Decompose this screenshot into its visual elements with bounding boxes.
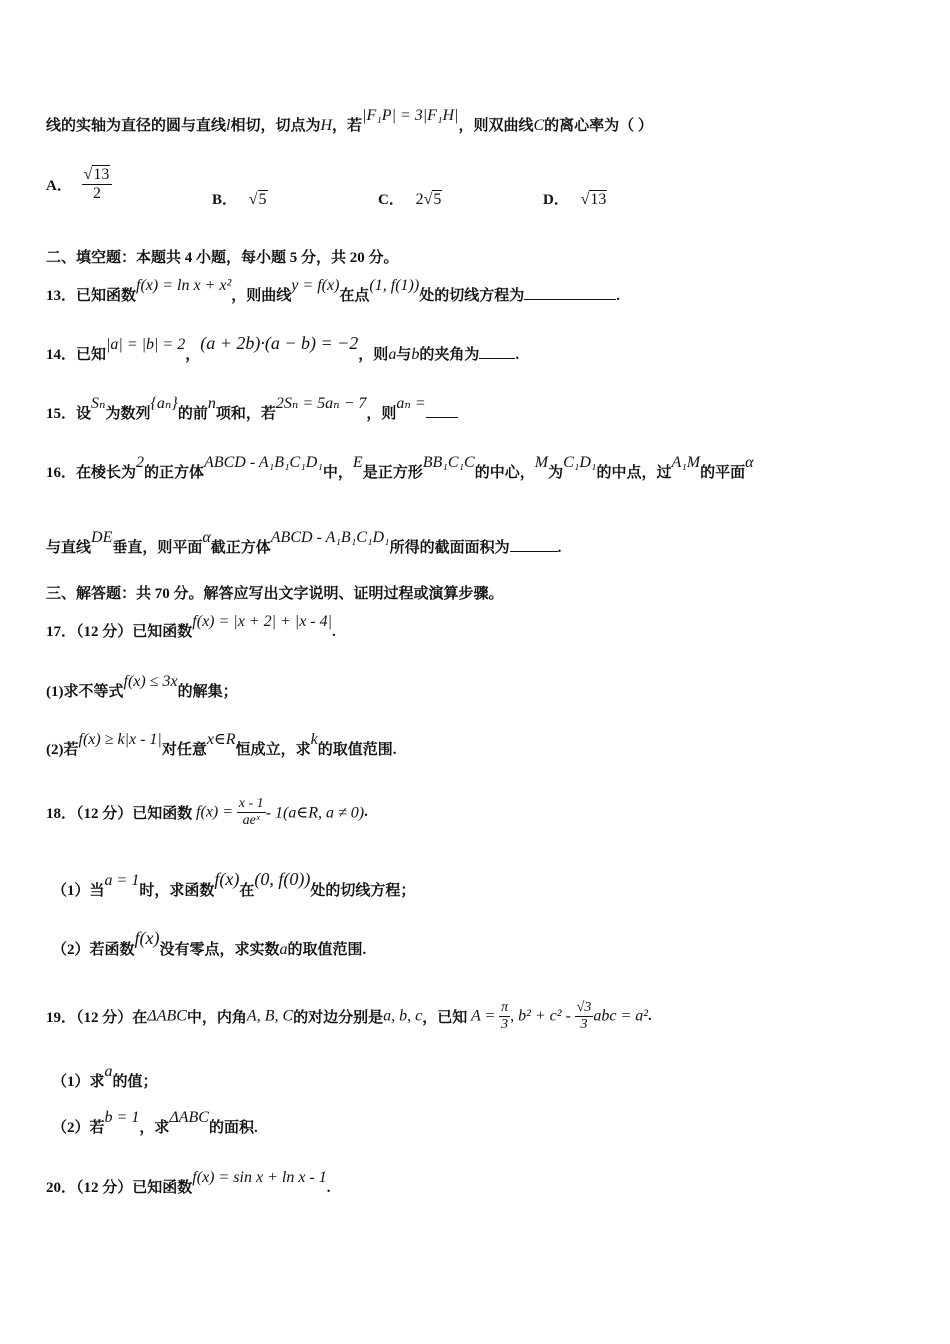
q19-p2-text-3: 的面积. xyxy=(208,1120,258,1136)
q16-edge: 2 xyxy=(136,454,145,471)
q13-point: (1, f(1)) xyxy=(369,277,420,294)
q17-end: . xyxy=(332,624,336,640)
q14-number: 14． xyxy=(46,347,77,363)
q16-cube: ABCD - A₁B₁C₁D₁ xyxy=(204,454,323,471)
q14-answer-blank[interactable] xyxy=(479,344,515,359)
question-19 xyxy=(46,1000,920,1033)
q17-part-2 xyxy=(46,731,920,759)
q16-m: M xyxy=(534,454,549,471)
intro-text-5: 的离心率为（ ） xyxy=(544,118,653,134)
q16-text-12: 所得的截面面积为 xyxy=(389,540,510,556)
q19-angle-a: A = xyxy=(471,1007,496,1025)
q17-function: f(x) = |x + 2| + |x - 4| xyxy=(192,613,333,630)
q16-square: BB₁C₁C xyxy=(422,454,475,471)
q17-points: （12 分） xyxy=(76,624,133,640)
intro-text: 线的实轴为直径的圆与直线 xyxy=(46,118,227,134)
q16-alpha-2: α xyxy=(202,529,211,546)
q15-text-3: 的前 xyxy=(177,406,208,422)
option-d-value: √13 xyxy=(580,191,607,208)
q18-p1-a: a = 1 xyxy=(104,872,140,889)
q18-p1-text-3: 在 xyxy=(239,883,255,899)
intro-text-2: 相切，切点为 xyxy=(230,118,321,134)
q18-p1-f: f(x) xyxy=(214,869,240,889)
q19-number: 19． xyxy=(46,1010,77,1026)
q16-text-3: 中， xyxy=(322,465,353,481)
q16-e: E xyxy=(352,454,363,471)
q16-number: 16． xyxy=(46,465,77,481)
q16-text-7: 的中点，过 xyxy=(596,465,672,481)
section-3-heading: 三、解答题：共 70 分。解答应写出文字说明、证明过程或演算步骤。 xyxy=(46,586,504,602)
q17-p2-k: k xyxy=(310,731,318,748)
q16-c1d1: C₁D₁ xyxy=(563,454,597,471)
q19-part-1 xyxy=(52,1063,920,1091)
q19-p1-text-2: 的值； xyxy=(112,1074,158,1090)
option-a-label: A． xyxy=(46,178,72,194)
q19-three-2: 3 xyxy=(580,1017,588,1032)
q19-pi: π xyxy=(501,1000,509,1015)
q17-p2-text-2: 对任意 xyxy=(161,742,207,758)
q19-triangle: ΔABC xyxy=(147,1007,187,1025)
q14-vector-a: a xyxy=(388,346,397,363)
section-2-heading: 二、填空题：本题共 4 小题，每小题 5 分，共 20 分。 xyxy=(46,250,399,266)
q18-p2-label: （2） xyxy=(52,942,90,958)
q15-n: n xyxy=(207,395,216,412)
q16-text-5: 的中心， xyxy=(474,465,535,481)
q18-function-lhs: f(x) = xyxy=(196,803,234,821)
q15-sum: Sₙ xyxy=(91,395,106,412)
question-15 xyxy=(46,395,920,423)
q19-points: （12 分） xyxy=(76,1010,133,1026)
q16-text-11: 截正方体 xyxy=(210,540,271,556)
option-d xyxy=(543,188,607,209)
q16-de: DE xyxy=(91,529,113,546)
q18-p1-label: （1） xyxy=(52,883,90,899)
q19-equation-mid: , b² + c² - xyxy=(510,1007,571,1025)
q20-text: 已知函数 xyxy=(132,1180,193,1196)
q19-text-2: 中，内角 xyxy=(186,1010,247,1026)
q17-p2-domain: x∈R xyxy=(206,731,236,748)
q19-p2-triangle: ΔABC xyxy=(169,1109,209,1126)
q19-p1-label: （1） xyxy=(52,1074,90,1090)
option-c-label: C． xyxy=(378,192,404,208)
q14-magnitudes: |a| = |b| = 2 xyxy=(106,336,186,353)
q16-end: . xyxy=(557,540,562,556)
q19-text-3: 的对边分别是 xyxy=(293,1010,384,1026)
q14-end: . xyxy=(515,347,520,363)
q17-p1-text-2: 的解集； xyxy=(177,684,238,700)
intro-text-3: ，若 xyxy=(332,118,363,134)
q15-answer-blank[interactable] xyxy=(426,403,458,418)
intro-formula: |F₁P| = 3|F₁H| xyxy=(362,107,459,124)
q17-number: 17． xyxy=(46,624,77,640)
q18-part-2 xyxy=(52,928,920,959)
q15-text-5: ，则 xyxy=(366,406,397,422)
q17-text: 已知函数 xyxy=(132,624,193,640)
q17-p2-text-3: 恒成立，求 xyxy=(235,742,311,758)
q19-part-2 xyxy=(52,1109,920,1137)
q14-vector-b: b xyxy=(411,346,420,363)
q13-curve: y = f(x) xyxy=(291,277,340,294)
q14-text: 已知 xyxy=(76,347,107,363)
option-d-label: D． xyxy=(543,192,569,208)
line-l: l xyxy=(226,117,231,134)
question-14 xyxy=(46,333,920,364)
q16-answer-blank[interactable] xyxy=(510,537,558,552)
q18-p1-text-2: 时，求函数 xyxy=(139,883,215,899)
question-17 xyxy=(46,613,920,641)
q15-text-4: 项和，若 xyxy=(215,406,276,422)
q16-text-8: 的平面 xyxy=(700,465,746,481)
option-b-value: √5 xyxy=(248,191,267,208)
q19-end: . xyxy=(648,1008,652,1024)
q18-p2-a: a xyxy=(279,941,288,958)
question-16 xyxy=(46,454,920,482)
q19-text: 在 xyxy=(132,1010,148,1026)
q18-p2-f: f(x) xyxy=(134,928,160,948)
q19-sqrt3-over-3 xyxy=(575,1000,594,1033)
q13-function: f(x) = ln x + x² xyxy=(136,277,232,294)
q19-p2-text-2: ，求 xyxy=(139,1120,170,1136)
q17-p1-inequality: f(x) ≤ 3x xyxy=(123,673,178,690)
q13-text: 已知函数 xyxy=(76,288,137,304)
q16-text-9: 与直线 xyxy=(46,540,92,556)
q19-three: 3 xyxy=(501,1017,509,1032)
q13-end: . xyxy=(616,288,620,304)
q13-answer-blank[interactable] xyxy=(524,285,616,300)
option-c xyxy=(378,188,442,209)
q14-comma: ， xyxy=(185,347,201,363)
q19-p2-text: 若 xyxy=(89,1120,105,1136)
q19-p2-label: （2） xyxy=(52,1120,90,1136)
q19-p2-b: b = 1 xyxy=(104,1109,140,1126)
intro-line xyxy=(46,107,920,135)
q17-p2-text-4: 的取值范围. xyxy=(317,742,397,758)
q14-text-4: 的夹角为 xyxy=(419,347,480,363)
q15-condition: 2Sₙ = 5aₙ − 7 xyxy=(275,395,367,412)
q18-p2-text-2: 没有零点，求实数 xyxy=(159,942,280,958)
question-16-line-2 xyxy=(46,529,920,557)
q19-sqrt3: √3 xyxy=(576,1000,592,1015)
q19-angles: A, B, C xyxy=(246,1007,294,1025)
q18-frac-den: aeˣ xyxy=(242,813,260,828)
intro-text-4: ，则双曲线 xyxy=(458,118,534,134)
q19-pi-over-3 xyxy=(499,1000,510,1033)
q17-p2-inequality: f(x) ≥ k|x - 1| xyxy=(78,731,162,748)
q18-p2-text: 若函数 xyxy=(89,942,135,958)
curve-c: C xyxy=(533,117,545,134)
option-b xyxy=(212,188,268,209)
q19-equation-end: abc = a² xyxy=(593,1007,649,1025)
question-20 xyxy=(46,1169,920,1197)
q16-text: 在棱长为 xyxy=(76,465,137,481)
q18-p1-text: 当 xyxy=(89,883,105,899)
q18-points: （12 分） xyxy=(76,806,133,822)
q14-text-2: ，则 xyxy=(358,347,389,363)
q15-number: 15． xyxy=(46,406,77,422)
q18-text: 已知函数 xyxy=(132,806,193,822)
q15-text-2: 为数列 xyxy=(105,406,151,422)
option-a-value: $\frac{√13}{2}$ xyxy=(82,166,113,203)
q16-text-10: 垂直，则平面 xyxy=(112,540,203,556)
q16-text-4: 是正方形 xyxy=(362,465,423,481)
option-a xyxy=(46,166,112,203)
q20-end: . xyxy=(326,1180,331,1196)
q16-alpha: α xyxy=(745,454,754,471)
q18-number: 18． xyxy=(46,806,77,822)
q18-p1-point: (0, f(0)) xyxy=(254,869,311,889)
q16-text-2: 的正方体 xyxy=(144,465,205,481)
q13-number: 13． xyxy=(46,288,77,304)
q14-text-3: 与 xyxy=(396,347,412,363)
q18-fraction xyxy=(237,796,266,829)
q14-dot-product: (a + 2b)·(a − b) = −2 xyxy=(200,333,359,353)
q19-p1-a: a xyxy=(104,1063,113,1080)
q18-part-1 xyxy=(52,869,920,900)
q19-text-4: ，已知 xyxy=(422,1010,468,1026)
q17-p1-label: (1) xyxy=(46,684,64,700)
q19-p1-text: 求 xyxy=(89,1074,105,1090)
q20-function: f(x) = sin x + ln x - 1 xyxy=(192,1169,327,1186)
q17-part-1 xyxy=(46,673,920,701)
q17-p2-text: 若 xyxy=(63,742,79,758)
q18-frac-num: x - 1 xyxy=(238,796,264,811)
q17-p2-label: (2) xyxy=(46,742,64,758)
question-13 xyxy=(46,277,920,305)
q13-text-4: 处的切线方程为 xyxy=(419,288,525,304)
q13-text-2: ，则曲线 xyxy=(231,288,292,304)
q13-text-3: 在点 xyxy=(339,288,370,304)
q16-text-6: 为 xyxy=(548,465,564,481)
point-h: H xyxy=(320,117,333,134)
q18-function-rhs: - 1(a∈R, a ≠ 0) xyxy=(265,804,365,822)
q17-p1-text: 求不等式 xyxy=(63,684,124,700)
q18-p1-text-4: 处的切线方程； xyxy=(310,883,416,899)
q15-text: 设 xyxy=(76,406,92,422)
q16-a1m: A₁M xyxy=(671,454,701,471)
q18-end: . xyxy=(364,804,368,820)
question-18 xyxy=(46,796,920,829)
q20-number: 20． xyxy=(46,1180,77,1196)
option-c-value: 2√5 xyxy=(415,191,442,208)
q15-an: aₙ = xyxy=(396,395,426,412)
q19-sides: a, b, c xyxy=(383,1007,423,1025)
q18-p2-text-3: 的取值范围. xyxy=(287,942,367,958)
q20-points: （12 分） xyxy=(76,1180,133,1196)
q15-sequence: {aₙ} xyxy=(150,395,178,412)
option-b-label: B． xyxy=(212,192,238,208)
q16-cube-2: ABCD - A₁B₁C₁D₁ xyxy=(270,529,390,546)
